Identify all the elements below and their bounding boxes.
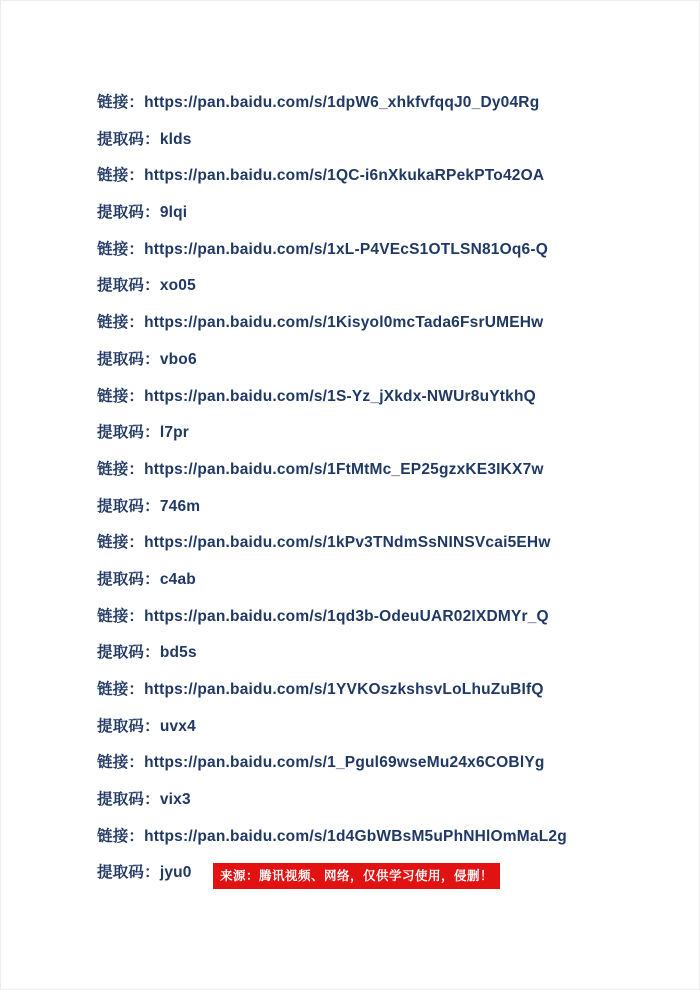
code-value: vix3: [159, 791, 191, 809]
link-line: [97, 305, 679, 342]
link-url: https://pan.baidu.com/s/1_Pgul69wseMu24x6COBlYg: [144, 754, 545, 772]
link-line: [97, 525, 679, 562]
code-label: 提取码：: [97, 644, 160, 662]
link-url: https://pan.baidu.com/s/1dpW6_xhkfvfqqJ0_Dy04Rg: [144, 94, 540, 111]
link-url: https://pan.baidu.com/s/1kPv3TNdmSsNINSVcai5EHw: [144, 534, 551, 552]
link-label: 链接：: [97, 387, 145, 405]
link-url: https://pan.baidu.com/s/1xL-P4VEcS1OTLSN81Oq6-Q: [144, 240, 548, 258]
code-value: klds: [159, 130, 192, 148]
link-line: [97, 599, 679, 636]
link-label: 链接：: [97, 681, 145, 698]
code-value: 746m: [159, 497, 201, 515]
link-url: https://pan.baidu.com/s/1Kisyol0mcTada6FsrUMEHw: [144, 314, 544, 332]
link-label: 链接：: [97, 827, 145, 845]
code-label: 提取码：: [97, 864, 160, 882]
link-list: [97, 85, 679, 892]
link-line: [97, 745, 679, 782]
link-line: [97, 158, 679, 195]
code-line: [97, 489, 679, 526]
code-line: [97, 268, 679, 305]
link-line: [97, 819, 679, 856]
link-label: 链接：: [97, 754, 145, 772]
code-line: [97, 415, 679, 452]
link-label: 链接：: [97, 314, 145, 332]
code-value: vbo6: [159, 350, 197, 368]
code-label: 提取码：: [97, 424, 160, 442]
link-url: https://pan.baidu.com/s/1d4GbWBsM5uPhNHlOmMaL2g: [144, 827, 567, 845]
code-label: 提取码：: [97, 497, 160, 515]
code-line: [97, 635, 679, 672]
code-value: 9lqi: [159, 204, 188, 222]
code-value: jyu0: [159, 864, 192, 882]
link-label: 链接：: [97, 94, 145, 111]
code-label: 提取码：: [97, 204, 160, 222]
code-line: [97, 195, 679, 232]
link-label: 链接：: [97, 240, 145, 258]
link-line: [97, 232, 679, 269]
link-url: https://pan.baidu.com/s/1YVKOszkshsvLoLhuZuBIfQ: [144, 681, 544, 698]
link-url: https://pan.baidu.com/s/1S-Yz_jXkdx-NWUr8uYtkhQ: [144, 387, 536, 405]
link-line: [97, 85, 679, 122]
code-value: c4ab: [159, 570, 196, 588]
code-value: bd5s: [159, 644, 197, 662]
code-value: l7pr: [159, 424, 190, 442]
link-line: [97, 672, 679, 709]
code-label: 提取码：: [97, 130, 160, 148]
code-line: [97, 122, 679, 159]
code-line: [97, 342, 679, 379]
link-label: 链接：: [97, 607, 145, 625]
link-url: https://pan.baidu.com/s/1FtMtMc_EP25gzxKE3IKX7w: [144, 460, 544, 478]
code-line: [97, 709, 679, 746]
link-line: [97, 379, 679, 416]
code-label: 提取码：: [97, 277, 160, 295]
link-label: 链接：: [97, 534, 145, 552]
link-label: 链接：: [97, 167, 145, 185]
link-label: 链接：: [97, 460, 145, 478]
code-value: uvx4: [159, 717, 196, 735]
code-label: 提取码：: [97, 570, 160, 588]
link-url: https://pan.baidu.com/s/1qd3b-OdeuUAR02IXDMYr_Q: [144, 607, 549, 625]
code-label: 提取码：: [97, 791, 160, 809]
source-notice-banner: 来源：腾讯视频、网络，仅供学习使用，侵删！: [213, 863, 500, 889]
code-value: xo05: [159, 277, 196, 295]
link-url: https://pan.baidu.com/s/1QC-i6nXkukaRPekPTo42OA: [144, 167, 545, 185]
code-label: 提取码：: [97, 717, 160, 735]
link-line: [97, 452, 679, 489]
code-line: [97, 782, 679, 819]
code-line: [97, 562, 679, 599]
code-label: 提取码：: [97, 350, 160, 368]
